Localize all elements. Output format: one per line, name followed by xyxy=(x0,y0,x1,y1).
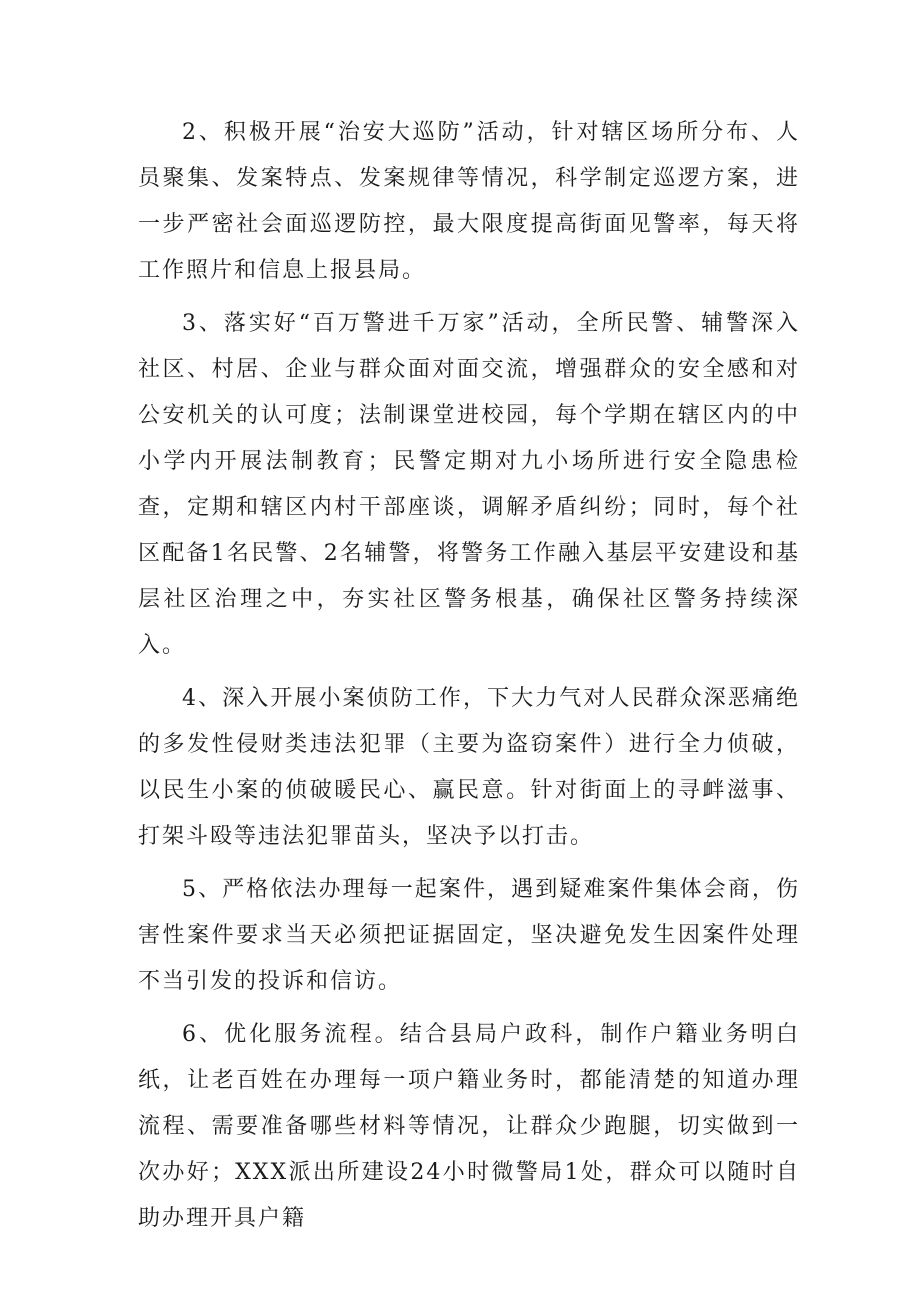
paragraph-4: 4、深入开展小案侦防工作，下大力气对人民群众深恶痛绝的多发性侵财类违法犯罪（主要为盗窃案件）进行全力侦破，以民生小案的侦破暖民心、赢民意。针对街面上的寻衅滋事、打架斗殴等违法犯罪苗头，坚决予以打击。 xyxy=(138,686,800,849)
paragraph-5: 5、严格依法办理每一起案件，遇到疑难案件集体会商，伤害性案件要求当天必须把证据固定，坚决避免发生因案件处理不当引发的投诉和信访。 xyxy=(138,877,800,994)
paragraph-2: 2、积极开展“治安大巡防”活动，针对辖区场所分布、人员聚集、发案特点、发案规律等情况，科学制定巡逻方案，进一步严密社会面巡逻防控，最大限度提高街面见警率，每天将工作照片和信息上报县局。 xyxy=(138,120,800,283)
document-body xyxy=(138,110,800,1249)
paragraph-6: 6、优化服务流程。结合县局户政科，制作户籍业务明白纸，让老百姓在办理每一项户籍业务时，都能清楚的知道办理流程、需要准备哪些材料等情况，让群众少跑腿，切实做到一次办好；XXX派出所建设24小时微警局1处，群众可以随时自助办理开具户籍 xyxy=(138,1022,800,1231)
paragraph-3: 3、落实好“百万警进千万家”活动，全所民警、辅警深入社区、村居、企业与群众面对面交流，增强群众的安全感和对公安机关的认可度；法制课堂进校园，每个学期在辖区内的中小学内开展法制教育；民警定期对九小场所进行安全隐患检查，定期和辖区内村干部座谈，调解矛盾纠纷；同时，每个社区配备1名民警、2名辅警，将警务工作融入基层平安建设和基层社区治理之中，夯实社区警务根基，确保社区警务持续深入。 xyxy=(138,311,800,658)
